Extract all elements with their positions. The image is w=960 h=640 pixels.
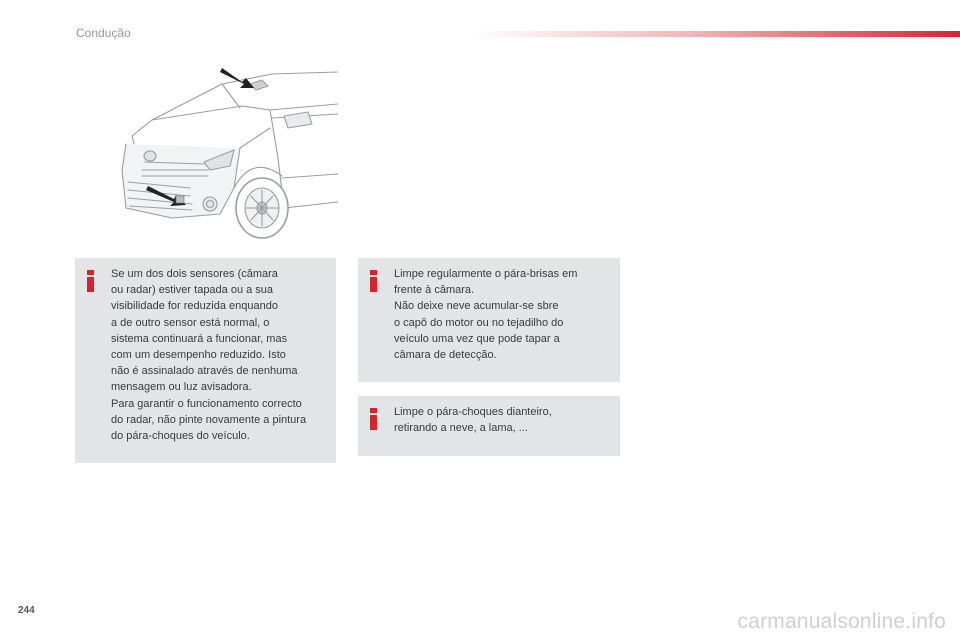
note-line: visibilidade for reduzida enquando xyxy=(111,300,278,313)
note-line: Para garantir o funcionamento correcto xyxy=(111,397,302,410)
watermark-text: carmanualsonline.info xyxy=(737,610,946,633)
note-line: ou radar) estiver tapada ou a sua xyxy=(111,284,274,297)
note-line: com um desempenho reduzido. Isto xyxy=(111,349,286,362)
note-line: do radar, não pinte novamente a pintura xyxy=(111,413,307,426)
note-line: Limpe regularmente o pára-brisas em xyxy=(394,268,578,280)
info-note-bumper-cleaning xyxy=(358,396,620,456)
note-line: o capô do motor ou no tejadilho do xyxy=(394,316,564,329)
note-line: não é assinalado através de nenhuma xyxy=(111,365,298,378)
note-text xyxy=(394,266,610,363)
note-text xyxy=(111,266,326,444)
info-icon xyxy=(87,270,95,292)
section-header-title: Condução xyxy=(76,26,131,40)
note-line: a de outro sensor está normal, o xyxy=(111,316,270,329)
note-line: veículo uma vez que pode tapar a xyxy=(394,332,560,345)
info-icon xyxy=(370,270,378,292)
note-line: do pára-choques do veículo. xyxy=(111,430,250,443)
header-accent-bar xyxy=(470,31,960,37)
note-line: frente à câmara. xyxy=(394,284,475,297)
note-line: câmara de detecção. xyxy=(394,349,497,362)
note-line: retirando a neve, a lama, ... xyxy=(394,422,528,435)
page-number: 244 xyxy=(18,605,35,616)
van-front-illustration xyxy=(112,58,338,248)
info-note-windscreen-cleaning xyxy=(358,258,620,382)
note-line: sistema continuará a funcionar, mas xyxy=(111,332,288,345)
info-icon xyxy=(370,408,378,430)
info-note-sensor-visibility xyxy=(75,258,336,463)
note-text xyxy=(394,404,610,436)
note-line: Limpe o pára-choques dianteiro, xyxy=(394,406,552,418)
note-line: Se um dos dois sensores (câmara xyxy=(111,268,278,280)
note-line: Não deixe neve acumular-se sbre xyxy=(394,300,559,313)
note-line: mensagem ou luz avisadora. xyxy=(111,381,252,394)
